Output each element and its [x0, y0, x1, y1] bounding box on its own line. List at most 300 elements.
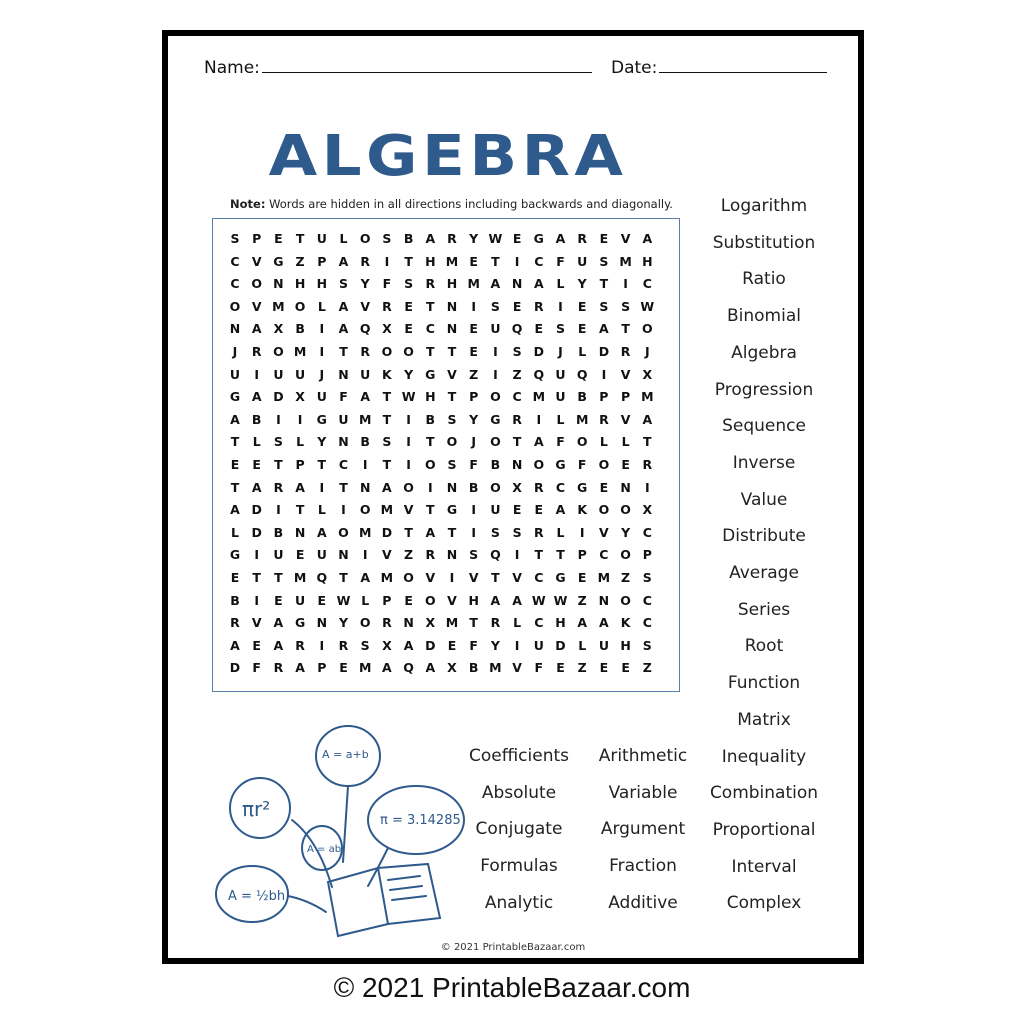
grid-letter[interactable]: L [317, 298, 326, 314]
grid-letter[interactable]: D [533, 344, 544, 359]
grid-letter[interactable]: H [555, 615, 566, 631]
grid-letter[interactable]: O [533, 457, 545, 472]
grid-letter[interactable]: R [360, 344, 370, 359]
grid-letter[interactable]: I [579, 524, 585, 540]
grid-letter[interactable]: S [642, 637, 652, 653]
grid-letter[interactable]: G [446, 502, 458, 518]
grid-letter[interactable]: A [338, 298, 349, 314]
grid-letter[interactable]: W [401, 389, 416, 405]
grid-letter[interactable]: N [338, 547, 349, 563]
grid-letter[interactable]: C [555, 479, 566, 495]
grid-letter[interactable]: M [575, 411, 589, 427]
grid-letter[interactable]: C [642, 592, 652, 608]
grid-letter[interactable]: E [469, 321, 478, 337]
grid-letter[interactable]: D [273, 389, 284, 405]
grid-letter[interactable]: R [382, 615, 392, 631]
grid-letter[interactable]: H [642, 253, 653, 269]
grid-letter[interactable]: J [558, 344, 563, 359]
grid-letter[interactable]: A [273, 637, 284, 653]
grid-letter[interactable]: E [621, 660, 630, 676]
grid-letter[interactable]: S [447, 457, 457, 472]
grid-letter[interactable]: E [404, 592, 413, 608]
grid-letter[interactable]: H [425, 389, 436, 405]
grid-letter[interactable]: L [252, 434, 261, 450]
grid-letter[interactable]: X [512, 479, 522, 495]
grid-letter[interactable]: P [642, 547, 652, 563]
grid-letter[interactable]: Z [404, 547, 414, 563]
grid-letter[interactable]: I [536, 411, 542, 427]
grid-letter[interactable]: I [276, 411, 281, 427]
grid-letter[interactable]: M [619, 253, 632, 269]
grid-letter[interactable]: I [254, 547, 260, 563]
grid-letter[interactable]: V [447, 366, 457, 382]
grid-letter[interactable]: T [252, 570, 261, 585]
grid-letter[interactable]: Z [577, 592, 587, 608]
grid-letter[interactable]: V [512, 570, 522, 585]
grid-letter[interactable]: I [514, 637, 520, 653]
grid-letter[interactable]: W [640, 298, 655, 314]
grid-letter[interactable]: I [427, 479, 433, 495]
grid-letter[interactable]: S [512, 524, 522, 540]
grid-letter[interactable]: O [403, 344, 414, 359]
grid-letter[interactable]: E [252, 637, 261, 653]
grid-letter[interactable]: V [360, 298, 371, 314]
grid-letter[interactable]: F [339, 389, 348, 405]
grid-letter[interactable]: R [251, 344, 262, 359]
grid-letter[interactable]: E [512, 231, 522, 246]
grid-letter[interactable]: T [643, 434, 652, 450]
grid-letter[interactable]: T [447, 344, 457, 359]
grid-letter[interactable]: A [599, 615, 609, 631]
grid-letter[interactable]: L [578, 637, 587, 653]
grid-letter[interactable]: N [446, 321, 458, 337]
grid-letter[interactable]: B [230, 592, 240, 608]
grid-letter[interactable]: O [229, 298, 241, 314]
grid-letter[interactable]: M [293, 344, 307, 359]
grid-letter[interactable]: G [273, 253, 284, 269]
grid-letter[interactable]: A [425, 231, 436, 246]
grid-letter[interactable]: O [359, 231, 371, 246]
grid-letter[interactable]: I [276, 502, 281, 518]
grid-letter[interactable]: P [252, 231, 262, 246]
grid-letter[interactable]: I [362, 547, 368, 563]
grid-letter[interactable]: L [231, 524, 239, 540]
grid-letter[interactable]: A [230, 637, 240, 653]
grid-letter[interactable]: B [360, 434, 370, 450]
grid-letter[interactable]: L [296, 434, 305, 450]
grid-letter[interactable]: T [295, 231, 305, 246]
grid-letter[interactable]: B [468, 479, 479, 495]
grid-letter[interactable]: O [251, 276, 262, 292]
grid-letter[interactable]: U [555, 389, 566, 405]
grid-letter[interactable]: M [532, 389, 546, 405]
grid-letter[interactable]: Z [577, 660, 587, 676]
grid-letter[interactable]: L [556, 411, 565, 427]
grid-letter[interactable]: Z [295, 253, 305, 269]
grid-letter[interactable]: L [621, 434, 630, 450]
grid-letter[interactable]: R [447, 231, 457, 246]
grid-letter[interactable]: V [620, 366, 631, 382]
grid-letter[interactable]: B [403, 231, 414, 246]
grid-letter[interactable]: I [493, 344, 498, 359]
grid-letter[interactable]: T [426, 298, 435, 314]
grid-letter[interactable]: S [404, 276, 414, 292]
grid-letter[interactable]: E [317, 592, 327, 608]
grid-letter[interactable]: A [295, 479, 305, 495]
grid-letter[interactable]: A [533, 434, 544, 450]
grid-letter[interactable]: A [533, 276, 544, 292]
grid-letter[interactable]: V [447, 592, 457, 608]
grid-letter[interactable]: T [512, 434, 522, 450]
grid-letter[interactable]: X [642, 502, 653, 518]
grid-letter[interactable]: I [493, 366, 498, 382]
grid-letter[interactable]: T [426, 502, 435, 518]
grid-letter[interactable]: W [488, 231, 503, 246]
grid-letter[interactable]: O [403, 570, 414, 585]
grid-letter[interactable]: Q [511, 321, 523, 337]
grid-letter[interactable]: R [273, 479, 284, 495]
grid-letter[interactable]: B [468, 660, 479, 676]
grid-letter[interactable]: I [319, 344, 325, 359]
grid-letter[interactable]: P [382, 592, 392, 608]
grid-letter[interactable]: C [642, 615, 652, 631]
grid-letter[interactable]: N [338, 434, 349, 450]
grid-letter[interactable]: G [294, 615, 306, 631]
grid-letter[interactable]: G [229, 389, 241, 405]
grid-letter[interactable]: X [273, 321, 284, 337]
grid-letter[interactable]: K [620, 615, 631, 631]
grid-letter[interactable]: M [597, 570, 611, 585]
grid-letter[interactable]: U [273, 547, 284, 563]
grid-letter[interactable]: A [230, 411, 240, 427]
grid-letter[interactable]: C [534, 615, 544, 631]
grid-letter[interactable]: Q [533, 366, 545, 382]
grid-letter[interactable]: E [230, 457, 240, 472]
grid-letter[interactable]: Q [403, 660, 414, 676]
grid-letter[interactable]: N [446, 479, 458, 495]
grid-letter[interactable]: I [319, 637, 325, 653]
grid-letter[interactable]: O [620, 547, 631, 563]
grid-letter[interactable]: S [621, 298, 631, 314]
grid-letter[interactable]: W [531, 592, 546, 608]
grid-letter[interactable]: L [599, 434, 608, 450]
grid-letter[interactable]: N [359, 479, 371, 495]
grid-letter[interactable]: G [229, 547, 241, 563]
grid-letter[interactable]: R [533, 524, 544, 540]
grid-letter[interactable]: A [577, 615, 588, 631]
grid-letter[interactable]: N [294, 524, 306, 540]
grid-letter[interactable]: T [426, 434, 435, 450]
grid-letter[interactable]: I [514, 253, 520, 269]
grid-letter[interactable]: H [425, 253, 436, 269]
grid-letter[interactable]: T [382, 457, 392, 472]
grid-letter[interactable]: R [338, 637, 349, 653]
grid-letter[interactable]: U [273, 366, 284, 382]
grid-letter[interactable]: T [447, 389, 457, 405]
grid-letter[interactable]: R [273, 660, 284, 676]
grid-letter[interactable]: T [382, 389, 392, 405]
grid-letter[interactable]: G [316, 411, 327, 427]
grid-letter[interactable]: L [317, 502, 326, 518]
grid-letter[interactable]: U [360, 366, 371, 382]
grid-letter[interactable]: Z [512, 366, 522, 382]
grid-letter[interactable]: E [599, 231, 609, 246]
grid-letter[interactable]: E [295, 547, 305, 563]
grid-letter[interactable]: Y [621, 524, 631, 540]
grid-letter[interactable]: U [295, 366, 306, 382]
grid-letter[interactable]: F [556, 434, 565, 450]
grid-letter[interactable]: R [295, 637, 305, 653]
grid-letter[interactable]: E [621, 457, 630, 472]
grid-letter[interactable]: A [599, 321, 609, 337]
grid-letter[interactable]: Y [490, 637, 500, 653]
grid-letter[interactable]: U [295, 592, 306, 608]
grid-letter[interactable]: Y [404, 366, 414, 382]
grid-letter[interactable]: L [513, 615, 522, 631]
grid-letter[interactable]: D [555, 637, 566, 653]
grid-letter[interactable]: E [556, 660, 565, 676]
grid-letter[interactable]: X [382, 321, 392, 337]
grid-letter[interactable]: R [360, 253, 370, 269]
grid-letter[interactable]: G [490, 411, 501, 427]
grid-letter[interactable]: B [295, 321, 305, 337]
grid-letter[interactable]: W [553, 592, 568, 608]
grid-letter[interactable]: O [424, 457, 436, 472]
grid-letter[interactable]: A [316, 524, 327, 540]
grid-letter[interactable]: E [599, 479, 609, 495]
grid-letter[interactable]: E [512, 502, 522, 518]
grid-letter[interactable]: X [295, 389, 305, 405]
grid-letter[interactable]: E [577, 570, 587, 585]
grid-letter[interactable]: A [512, 592, 522, 608]
grid-letter[interactable]: I [471, 502, 477, 518]
grid-letter[interactable]: M [358, 660, 372, 676]
grid-letter[interactable]: A [425, 660, 436, 676]
grid-letter[interactable]: E [230, 570, 240, 585]
grid-letter[interactable]: P [317, 660, 327, 676]
grid-letter[interactable]: O [273, 344, 284, 359]
grid-letter[interactable]: T [339, 479, 348, 495]
grid-letter[interactable]: T [274, 457, 283, 472]
grid-letter[interactable]: R [620, 344, 631, 359]
grid-letter[interactable]: R [425, 547, 436, 563]
grid-letter[interactable]: N [446, 298, 458, 314]
grid-letter[interactable]: P [317, 253, 327, 269]
grid-letter[interactable]: C [338, 457, 349, 472]
grid-letter[interactable]: U [316, 231, 327, 246]
grid-letter[interactable]: V [620, 411, 631, 427]
grid-letter[interactable]: B [577, 389, 587, 405]
grid-letter[interactable]: M [641, 389, 654, 405]
grid-letter[interactable]: L [361, 592, 370, 608]
grid-letter[interactable]: O [598, 502, 610, 518]
grid-letter[interactable]: D [598, 344, 610, 359]
grid-letter[interactable]: O [576, 434, 588, 450]
grid-letter[interactable]: A [642, 411, 653, 427]
grid-letter[interactable]: Y [338, 615, 349, 631]
grid-letter[interactable]: N [403, 615, 414, 631]
grid-letter[interactable]: T [230, 479, 240, 495]
grid-letter[interactable]: N [446, 547, 458, 563]
grid-letter[interactable]: T [599, 276, 609, 292]
grid-letter[interactable]: O [490, 434, 501, 450]
grid-letter[interactable]: I [471, 298, 477, 314]
grid-letter[interactable]: O [620, 592, 631, 608]
grid-letter[interactable]: Q [576, 366, 588, 382]
grid-letter[interactable]: G [577, 479, 588, 495]
grid-letter[interactable]: R [230, 615, 240, 631]
grid-letter[interactable]: O [490, 479, 501, 495]
grid-letter[interactable]: E [274, 231, 283, 246]
grid-letter[interactable]: R [382, 298, 392, 314]
grid-letter[interactable]: J [319, 366, 325, 382]
grid-letter[interactable]: D [251, 502, 262, 518]
grid-letter[interactable]: E [577, 298, 587, 314]
grid-letter[interactable]: A [251, 321, 262, 337]
grid-letter[interactable]: S [447, 411, 457, 427]
grid-letter[interactable]: E [447, 637, 457, 653]
grid-letter[interactable]: M [445, 615, 459, 631]
grid-letter[interactable]: V [468, 570, 479, 585]
grid-letter[interactable]: T [382, 411, 392, 427]
grid-letter[interactable]: N [273, 276, 284, 292]
grid-letter[interactable]: I [297, 411, 303, 427]
grid-letter[interactable]: M [272, 298, 285, 314]
grid-letter[interactable]: S [599, 253, 609, 269]
grid-letter[interactable]: O [490, 389, 501, 405]
grid-letter[interactable]: I [449, 570, 455, 585]
date-field[interactable] [611, 56, 827, 78]
grid-letter[interactable]: B [251, 411, 262, 427]
grid-letter[interactable]: S [230, 231, 240, 246]
grid-letter[interactable]: C [642, 524, 652, 540]
grid-letter[interactable]: S [273, 434, 283, 450]
grid-letter[interactable]: E [534, 321, 544, 337]
grid-letter[interactable]: N [620, 479, 631, 495]
grid-letter[interactable]: C [534, 570, 544, 585]
grid-letter[interactable]: T [469, 615, 478, 631]
grid-letter[interactable]: I [644, 479, 650, 495]
grid-letter[interactable]: T [491, 253, 500, 269]
grid-letter[interactable]: I [623, 276, 628, 292]
grid-letter[interactable]: T [339, 344, 348, 359]
grid-letter[interactable]: U [316, 389, 327, 405]
grid-letter[interactable]: M [358, 411, 372, 427]
grid-letter[interactable]: S [490, 524, 500, 540]
grid-letter[interactable]: P [577, 547, 587, 563]
grid-letter[interactable]: A [230, 502, 240, 518]
grid-letter[interactable]: T [274, 570, 283, 585]
grid-letter[interactable]: T [621, 321, 630, 337]
grid-letter[interactable]: N [511, 276, 523, 292]
grid-letter[interactable]: J [471, 434, 477, 450]
grid-letter[interactable]: S [382, 434, 392, 450]
grid-letter[interactable]: H [294, 276, 306, 292]
grid-letter[interactable]: F [534, 660, 544, 676]
grid-letter[interactable]: N [229, 321, 241, 337]
grid-letter[interactable]: O [359, 615, 371, 631]
grid-letter[interactable]: R [533, 479, 544, 495]
grid-letter[interactable]: A [360, 570, 371, 585]
grid-letter[interactable]: T [534, 547, 544, 563]
grid-letter[interactable]: A [295, 660, 305, 676]
grid-letter[interactable]: Q [490, 547, 501, 563]
grid-letter[interactable]: A [642, 231, 653, 246]
grid-letter[interactable]: Z [621, 570, 631, 585]
grid-letter[interactable]: S [490, 298, 500, 314]
grid-letter[interactable]: D [425, 637, 436, 653]
grid-letter[interactable]: C [230, 276, 240, 292]
grid-letter[interactable]: O [424, 592, 436, 608]
grid-letter[interactable]: T [447, 524, 457, 540]
grid-letter[interactable]: U [598, 637, 609, 653]
grid-letter[interactable]: Z [469, 366, 479, 382]
grid-letter[interactable]: A [338, 253, 349, 269]
grid-letter[interactable]: I [384, 253, 390, 269]
grid-letter[interactable]: I [254, 366, 260, 382]
grid-letter[interactable]: H [316, 276, 328, 292]
grid-letter[interactable]: T [556, 547, 565, 563]
grid-letter[interactable]: O [620, 502, 631, 518]
grid-letter[interactable]: N [598, 592, 610, 608]
grid-letter[interactable]: F [252, 660, 261, 676]
grid-letter[interactable]: P [599, 389, 609, 405]
grid-letter[interactable]: O [359, 502, 371, 518]
grid-letter[interactable]: M [467, 276, 480, 292]
grid-letter[interactable]: G [533, 231, 544, 246]
grid-letter[interactable]: R [490, 615, 501, 631]
grid-letter[interactable]: N [511, 457, 523, 472]
grid-letter[interactable]: P [295, 457, 305, 472]
grid-letter[interactable]: K [577, 502, 588, 518]
grid-letter[interactable]: I [406, 411, 411, 427]
grid-letter[interactable]: U [229, 366, 241, 382]
grid-letter[interactable]: F [469, 637, 478, 653]
grid-letter[interactable]: B [490, 457, 501, 472]
grid-letter[interactable]: H [468, 592, 479, 608]
grid-letter[interactable]: I [471, 524, 477, 540]
grid-letter[interactable]: U [338, 411, 349, 427]
grid-letter[interactable]: M [445, 253, 459, 269]
grid-letter[interactable]: L [339, 231, 348, 246]
grid-letter[interactable]: I [319, 321, 325, 337]
grid-letter[interactable]: J [644, 344, 650, 359]
grid-letter[interactable]: H [446, 276, 458, 292]
grid-letter[interactable]: E [274, 592, 283, 608]
grid-letter[interactable]: Y [469, 411, 479, 427]
grid-letter[interactable]: I [406, 457, 411, 472]
grid-letter[interactable]: E [339, 660, 348, 676]
grid-letter[interactable]: T [404, 253, 413, 269]
grid-letter[interactable]: S [360, 637, 370, 653]
grid-letter[interactable]: E [404, 298, 413, 314]
grid-letter[interactable]: R [642, 457, 653, 472]
grid-letter[interactable]: G [425, 366, 436, 382]
grid-letter[interactable]: Y [360, 276, 370, 292]
grid-letter[interactable]: U [577, 253, 588, 269]
grid-letter[interactable]: X [642, 366, 653, 382]
grid-letter[interactable]: I [319, 479, 325, 495]
grid-letter[interactable]: O [641, 321, 653, 337]
grid-letter[interactable]: U [316, 547, 327, 563]
grid-letter[interactable]: Y [469, 231, 479, 246]
grid-letter[interactable]: M [489, 660, 502, 676]
grid-letter[interactable]: C [534, 253, 544, 269]
name-field[interactable] [204, 56, 592, 78]
grid-letter[interactable]: M [380, 502, 394, 518]
grid-letter[interactable]: D [251, 524, 262, 540]
grid-letter[interactable]: Y [577, 276, 587, 292]
